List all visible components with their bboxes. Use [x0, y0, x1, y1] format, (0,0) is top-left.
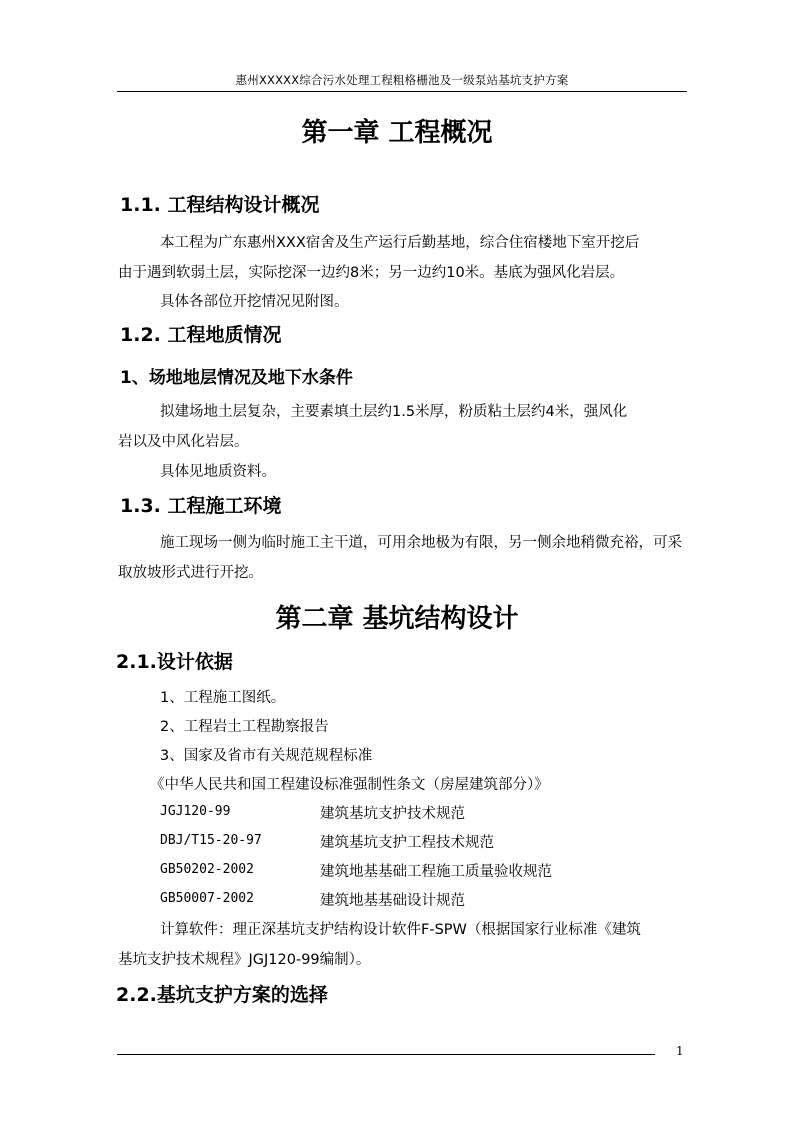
standard-name: 建筑地基基础工程施工质量验收规范: [320, 864, 552, 880]
standard-book-title: 《中华人民共和国工程建设标准强制性条文（房屋建筑部分）》: [150, 777, 549, 793]
software-line-1: 计算软件：理正深基坑支护结构设计软件F-SPW（根据国家行业标准《建筑: [160, 922, 641, 938]
basis-item-3: 3、国家及省市有关规范规程标准: [160, 748, 373, 764]
chapter-1-title: 第一章 工程概况: [301, 118, 493, 148]
section-1-1-paragraph-line-1: 本工程为广东惠州XXX宿舍及生产运行后勤基地，综合住宿楼地下室开挖后: [160, 235, 640, 251]
section-1-2-paragraph-line-2: 岩以及中风化岩层。: [118, 434, 249, 450]
section-1-3-paragraph-line-2: 取放坡形式进行开挖。: [118, 565, 263, 581]
running-header: 惠州XXXXX综合污水处理工程粗格栅池及一级泵站基坑支护方案: [235, 73, 569, 87]
software-line-2: 基坑支护技术规程》JGJ120-99编制）。: [118, 952, 371, 968]
standard-code: JGJ120-99: [160, 804, 231, 819]
standard-name: 建筑基坑支护技术规范: [320, 806, 465, 822]
basis-item-1: 1、工程施工图纸。: [160, 690, 286, 706]
footer-rule: [117, 1054, 655, 1055]
section-1-1-paragraph-2: 具体各部位开挖情况见附图。: [160, 294, 349, 310]
section-1-2-heading: 1.2. 工程地质情况: [120, 324, 282, 346]
section-2-1-heading: 2.1.设计依据: [116, 651, 233, 673]
page-number: 1: [676, 1044, 684, 1058]
standard-code: GB50007-2002: [160, 891, 254, 906]
section-1-2-paragraph-2: 具体见地质资料。: [160, 464, 276, 480]
standard-name: 建筑基坑支护工程技术规范: [320, 835, 494, 851]
section-1-3-paragraph-line-1: 施工现场一侧为临时施工主干道，可用余地极为有限，另一侧余地稍微充裕，可采: [160, 535, 682, 551]
section-1-1-heading: 1.1. 工程结构设计概况: [120, 194, 320, 216]
standard-code: DBJ/T15-20-97: [160, 833, 262, 848]
section-1-3-heading: 1.3. 工程施工环境: [120, 495, 282, 517]
header-rule: [117, 91, 687, 92]
section-2-2-heading: 2.2.基坑支护方案的选择: [116, 984, 328, 1006]
standard-code: GB50202-2002: [160, 862, 254, 877]
section-1-1-paragraph-line-2: 由于遇到软弱土层，实际挖深一边约8米；另一边约10米。基底为强风化岩层。: [118, 265, 625, 281]
chapter-2-title: 第二章 基坑结构设计: [275, 604, 519, 634]
section-1-2-paragraph-line-1: 拟建场地土层复杂，主要素填土层约1.5米厚，粉质粘土层约4米，强风化: [160, 404, 628, 420]
standard-name: 建筑地基基础设计规范: [320, 893, 465, 909]
subsection-heading: 1、场地地层情况及地下水条件: [120, 368, 353, 388]
basis-item-2: 2、工程岩土工程勘察报告: [160, 719, 329, 735]
